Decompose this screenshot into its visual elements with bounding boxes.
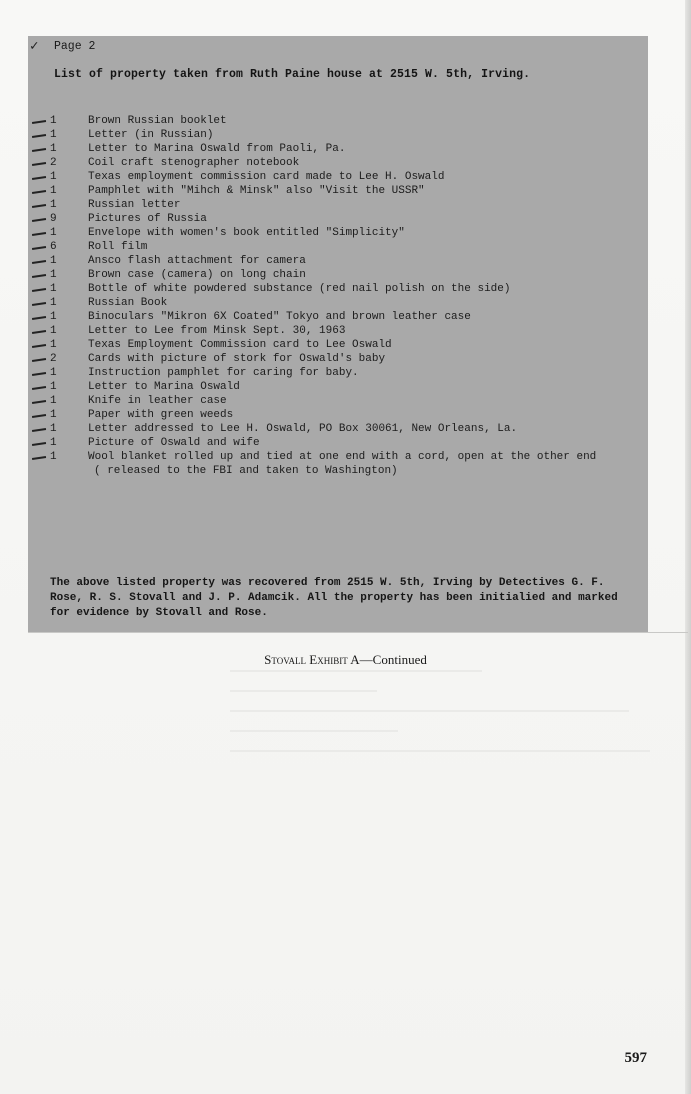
property-item <box>28 156 648 170</box>
property-item-description: Paper with green weeds <box>88 409 234 421</box>
document-page-label: Page 2 <box>54 40 96 53</box>
property-item-quantity: 1 <box>50 409 57 421</box>
page-gutter-shadow <box>685 0 691 1094</box>
checkmark-dash-icon <box>32 316 46 319</box>
property-item-quantity: 6 <box>50 241 57 253</box>
property-item-description: Binoculars "Mikron 6X Coated" Tokyo and brown leather case <box>88 311 471 323</box>
property-item <box>28 366 648 380</box>
property-item-description-cell <box>88 394 648 408</box>
property-item-description: Texas employment commission card made to Lee H. Oswald <box>88 171 445 183</box>
property-item <box>28 142 648 156</box>
property-item-quantity: 1 <box>50 255 57 267</box>
checkmark-dash-icon <box>32 414 46 417</box>
property-item-description-cell <box>88 254 648 268</box>
property-item-description: Russian Book <box>88 297 168 309</box>
checkmark-dash-icon <box>32 204 46 207</box>
exhibit-caption-name: Stovall Exhibit A <box>264 652 360 667</box>
property-item <box>28 408 648 422</box>
checkmark-dash-icon <box>32 288 46 291</box>
property-item <box>28 212 648 226</box>
property-item-quantity: 2 <box>50 157 57 169</box>
property-item-description-cell <box>88 296 648 310</box>
bleed-through-text <box>230 670 650 810</box>
property-item <box>28 422 648 436</box>
property-item-description-cell <box>88 212 648 226</box>
property-item-description-cell <box>88 450 648 478</box>
property-item-description-continued: ( released to the FBI and taken to Washington) <box>94 465 398 477</box>
property-item-quantity: 9 <box>50 213 57 225</box>
property-item <box>28 170 648 184</box>
exhibit-caption <box>0 652 691 668</box>
property-list <box>28 114 648 478</box>
page-number: 597 <box>624 1050 647 1066</box>
property-item-quantity: 1 <box>50 311 57 323</box>
property-item-description-cell <box>88 408 648 422</box>
property-item-quantity: 1 <box>50 423 57 435</box>
property-item-description-cell <box>88 338 648 352</box>
property-item-quantity: 1 <box>50 269 57 281</box>
property-item <box>28 436 648 450</box>
property-item <box>28 324 648 338</box>
checkmark-dash-icon <box>32 428 46 431</box>
property-item-description-cell <box>88 324 648 338</box>
property-item <box>28 338 648 352</box>
property-item-description: Coil craft stenographer notebook <box>88 157 300 169</box>
property-item-description: Russian letter <box>88 199 181 211</box>
property-item-description-cell <box>88 226 648 240</box>
property-item-description: Envelope with women's book entitled "Simplicity" <box>88 227 405 239</box>
property-item-description-cell <box>88 380 648 394</box>
property-item-description-cell <box>88 310 648 324</box>
property-item-description: Roll film <box>88 241 148 253</box>
property-item <box>28 226 648 240</box>
checkmark-dash-icon <box>32 190 46 193</box>
property-item <box>28 352 648 366</box>
checkmark-dash-icon <box>32 274 46 277</box>
property-item-description-cell <box>88 156 648 170</box>
property-item <box>28 240 648 254</box>
property-item-description: Knife in leather case <box>88 395 227 407</box>
checkmark-dash-icon <box>32 344 46 347</box>
checkmark-dash-icon <box>32 120 46 123</box>
property-item <box>28 198 648 212</box>
property-item-description-cell <box>88 184 648 198</box>
property-item <box>28 282 648 296</box>
property-item <box>28 184 648 198</box>
checkmark-dash-icon <box>32 232 46 235</box>
property-item-description-cell <box>88 114 648 128</box>
property-item-description: Pamphlet with "Mihch & Minsk" also "Visit the USSR" <box>88 185 425 197</box>
property-item <box>28 114 648 128</box>
exhibit-caption-suffix: —Continued <box>359 652 427 667</box>
checkmark-dash-icon <box>32 372 46 375</box>
checkmark-dash-icon <box>32 148 46 151</box>
property-item-quantity: 1 <box>50 171 57 183</box>
checkmark-dash-icon <box>32 442 46 445</box>
property-item-description-cell <box>88 240 648 254</box>
checkmark-dash-icon <box>32 386 46 389</box>
checkmark-dash-icon <box>32 134 46 137</box>
checkmark-dash-icon <box>32 456 46 459</box>
property-item-quantity: 1 <box>50 437 57 449</box>
handwritten-check-icon: ✓ <box>30 39 39 55</box>
property-item <box>28 254 648 268</box>
property-item-description-cell <box>88 142 648 156</box>
property-item-quantity: 1 <box>50 325 57 337</box>
property-item-quantity: 1 <box>50 143 57 155</box>
document-summary: The above listed property was recovered from 2515 W. 5th, Irving by Detectives G. F. Rose, R. S. Stovall and J. P. Adamcik. All the property has been initialied and marked for evidence by Stovall and Rose. <box>50 577 618 619</box>
property-item-description-cell <box>88 268 648 282</box>
property-item-description-cell <box>88 198 648 212</box>
checkmark-dash-icon <box>32 358 46 361</box>
document-title: List of property taken from Ruth Paine house at 2515 W. 5th, Irving. <box>54 68 531 81</box>
property-item-description: Ansco flash attachment for camera <box>88 255 306 267</box>
property-item-quantity: 1 <box>50 283 57 295</box>
property-item <box>28 268 648 282</box>
exhibit-document <box>28 36 648 632</box>
property-item <box>28 394 648 408</box>
property-item-quantity: 1 <box>50 115 57 127</box>
checkmark-dash-icon <box>32 176 46 179</box>
property-item <box>28 128 648 142</box>
property-item-description: Pictures of Russia <box>88 213 207 225</box>
property-item-quantity: 1 <box>50 381 57 393</box>
checkmark-dash-icon <box>32 330 46 333</box>
property-item-description: Instruction pamphlet for caring for baby. <box>88 367 359 379</box>
property-item <box>28 310 648 324</box>
property-item-quantity: 1 <box>50 185 57 197</box>
property-item-description: Cards with picture of stork for Oswald's baby <box>88 353 386 365</box>
property-item-description: Wool blanket rolled up and tied at one end with a cord, open at the other end <box>88 451 597 463</box>
property-item <box>28 450 648 478</box>
property-item-description: Brown Russian booklet <box>88 115 227 127</box>
property-item-quantity: 1 <box>50 451 57 463</box>
property-item-quantity: 1 <box>50 129 57 141</box>
property-item-description-cell <box>88 170 648 184</box>
property-item <box>28 380 648 394</box>
property-item-description-cell <box>88 436 648 450</box>
property-item-description: Letter (in Russian) <box>88 129 214 141</box>
property-item-quantity: 1 <box>50 227 57 239</box>
checkmark-dash-icon <box>32 246 46 249</box>
property-item-quantity: 2 <box>50 353 57 365</box>
checkmark-dash-icon <box>32 302 46 305</box>
property-item-quantity: 1 <box>50 339 57 351</box>
checkmark-dash-icon <box>32 260 46 263</box>
property-item-description: Letter to Marina Oswald from Paoli, Pa. <box>88 143 346 155</box>
property-item-quantity: 1 <box>50 367 57 379</box>
checkmark-dash-icon <box>32 400 46 403</box>
property-item-description-cell <box>88 282 648 296</box>
property-item-description: Brown case (camera) on long chain <box>88 269 306 281</box>
exhibit-bottom-edge <box>28 632 688 633</box>
property-item-quantity: 1 <box>50 395 57 407</box>
property-item-description-cell <box>88 422 648 436</box>
property-item-description-cell <box>88 352 648 366</box>
property-item-description: Letter to Lee from Minsk Sept. 30, 1963 <box>88 325 346 337</box>
property-item-description: Bottle of white powdered substance (red nail polish on the side) <box>88 283 511 295</box>
property-item-description: Letter to Marina Oswald <box>88 381 240 393</box>
property-item-description-cell <box>88 128 648 142</box>
property-item <box>28 296 648 310</box>
property-item-description: Letter addressed to Lee H. Oswald, PO Box 30061, New Orleans, La. <box>88 423 518 435</box>
property-item-description: Texas Employment Commission card to Lee Oswald <box>88 339 392 351</box>
property-item-description: Picture of Oswald and wife <box>88 437 260 449</box>
property-item-description-cell <box>88 366 648 380</box>
checkmark-dash-icon <box>32 218 46 221</box>
property-item-quantity: 1 <box>50 297 57 309</box>
checkmark-dash-icon <box>32 162 46 165</box>
property-item-quantity: 1 <box>50 199 57 211</box>
